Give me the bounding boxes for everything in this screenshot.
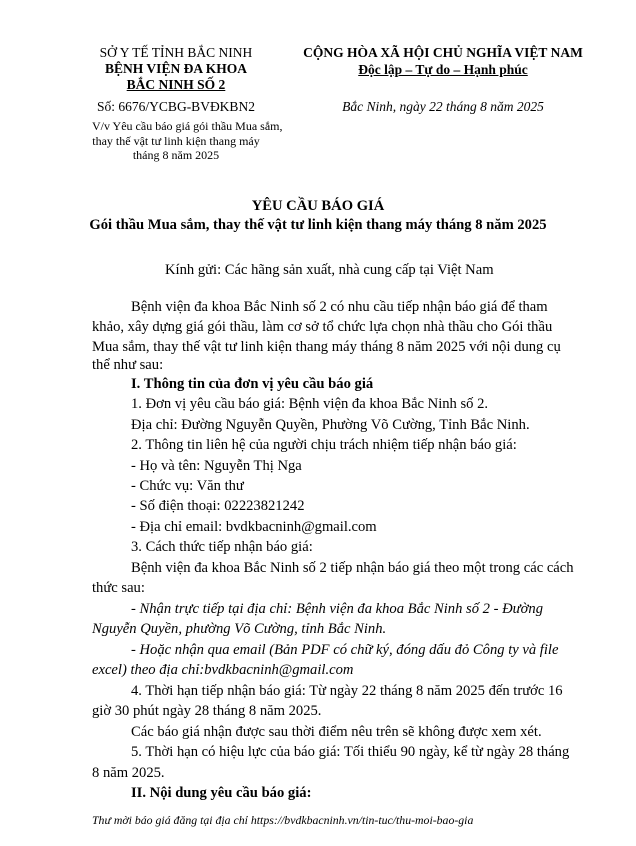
section-1-address: Địa chỉ: Đường Nguyễn Quyền, Phường Võ Cường, Tỉnh Bắc Ninh. bbox=[131, 417, 530, 433]
greeting: Kính gửi: Các hãng sản xuất, nhà cung cấp tại Việt Nam bbox=[165, 262, 494, 278]
method-1-line-1: - Nhận trực tiếp tại địa chỉ: Bệnh viện đa khoa Bắc Ninh số 2 - Đường bbox=[131, 601, 543, 617]
contact-email: - Địa chỉ email: bvdkbacninh@gmail.com bbox=[131, 519, 377, 535]
subject-line-3: tháng 8 năm 2025 bbox=[132, 148, 220, 162]
section-1-item-1: 1. Đơn vị yêu cầu báo giá: Bệnh viện đa khoa Bắc Ninh số 2. bbox=[131, 396, 489, 412]
method-1-line-2: Nguyễn Quyền, phường Võ Cường, tỉnh Bắc Ninh. bbox=[92, 621, 387, 637]
issuing-authority: SỞ Y TẾ TỈNH BẮC NINH bbox=[99, 45, 253, 60]
late-submission-note: Các báo giá nhận được sau thời điểm nêu trên sẽ không được xem xét. bbox=[131, 724, 542, 740]
hospital-name-line2 bbox=[92, 77, 260, 93]
section-2-heading: II. Nội dung yêu cầu báo giá: bbox=[131, 785, 312, 801]
method-intro-line-1: Bệnh viện đa khoa Bắc Ninh số 2 tiếp nhận báo giá theo một trong các cách bbox=[131, 560, 574, 576]
national-motto-text: Độc lập – Tự do – Hạnh phúc bbox=[358, 62, 528, 77]
hospital-name-line1: BỆNH VIỆN ĐA KHOA bbox=[105, 61, 247, 76]
section-1-item-4-line-1: 4. Thời hạn tiếp nhận báo giá: Từ ngày 22 tháng 8 năm 2025 đến trước 16 bbox=[131, 683, 563, 699]
contact-position: - Chức vụ: Văn thư bbox=[131, 478, 244, 494]
section-1-item-3: 3. Cách thức tiếp nhận báo giá: bbox=[131, 539, 313, 555]
intro-line-3: Mua sắm, thay thế vật tư linh kiện thang máy tháng 8 năm 2025 với nội dung cụ bbox=[92, 339, 561, 355]
place-date: Bắc Ninh, ngày 22 tháng 8 năm 2025 bbox=[342, 99, 544, 114]
section-1-heading: I. Thông tin của đơn vị yêu cầu báo giá bbox=[131, 376, 374, 392]
document-title: YÊU CẦU BÁO GIÁ bbox=[251, 198, 385, 214]
method-2-line-1: - Hoặc nhận qua email (Bản PDF có chữ ký, đóng dấu đỏ Công ty và file bbox=[131, 642, 559, 658]
subject-line-2: thay thế vật tư linh kiện thang máy bbox=[92, 133, 260, 148]
national-title: CỘNG HÒA XÃ HỘI CHỦ NGHĨA VIỆT NAM bbox=[303, 45, 583, 60]
contact-name: - Họ và tên: Nguyễn Thị Nga bbox=[131, 458, 302, 474]
intro-line-1: Bệnh viện đa khoa Bắc Ninh số 2 có nhu cầu tiếp nhận báo giá để tham bbox=[131, 299, 548, 315]
document-subtitle: Gói thầu Mua sắm, thay thế vật tư linh kiện thang máy tháng 8 năm 2025 bbox=[89, 217, 547, 233]
national-motto bbox=[288, 62, 598, 78]
method-2-line-2: excel) theo địa chỉ:bvdkbacninh@gmail.com bbox=[92, 662, 354, 678]
section-1-item-5-line-2: 8 năm 2025. bbox=[92, 765, 165, 781]
method-intro-line-2: thức sau: bbox=[92, 580, 145, 596]
contact-phone: - Số điện thoại: 02223821242 bbox=[131, 498, 305, 514]
footer-note: Thư mời báo giá đăng tại địa chỉ https://bvdkbacninh.vn/tin-tuc/thu-moi-bao-gia bbox=[92, 813, 474, 827]
document-number: Số: 6676/YCBG-BVĐKBN2 bbox=[97, 99, 255, 114]
intro-line-2: khảo, xây dựng giá gói thầu, làm cơ sở tổ chức lựa chọn nhà thầu cho Gói thầu bbox=[92, 319, 553, 335]
section-1-item-4-line-2: giờ 30 phút ngày 28 tháng 8 năm 2025. bbox=[92, 703, 322, 719]
subject-line-1: V/v Yêu cầu báo giá gói thầu Mua sắm, bbox=[92, 119, 283, 133]
hospital-name-line2-text: BẮC NINH SỐ 2 bbox=[126, 77, 226, 92]
intro-line-4: thể như sau: bbox=[92, 357, 164, 373]
section-1-item-2: 2. Thông tin liên hệ của người chịu trách nhiệm tiếp nhận báo giá: bbox=[131, 437, 517, 453]
section-1-item-5-line-1: 5. Thời hạn có hiệu lực của báo giá: Tối thiểu 90 ngày, kể từ ngày 28 tháng bbox=[131, 744, 570, 760]
